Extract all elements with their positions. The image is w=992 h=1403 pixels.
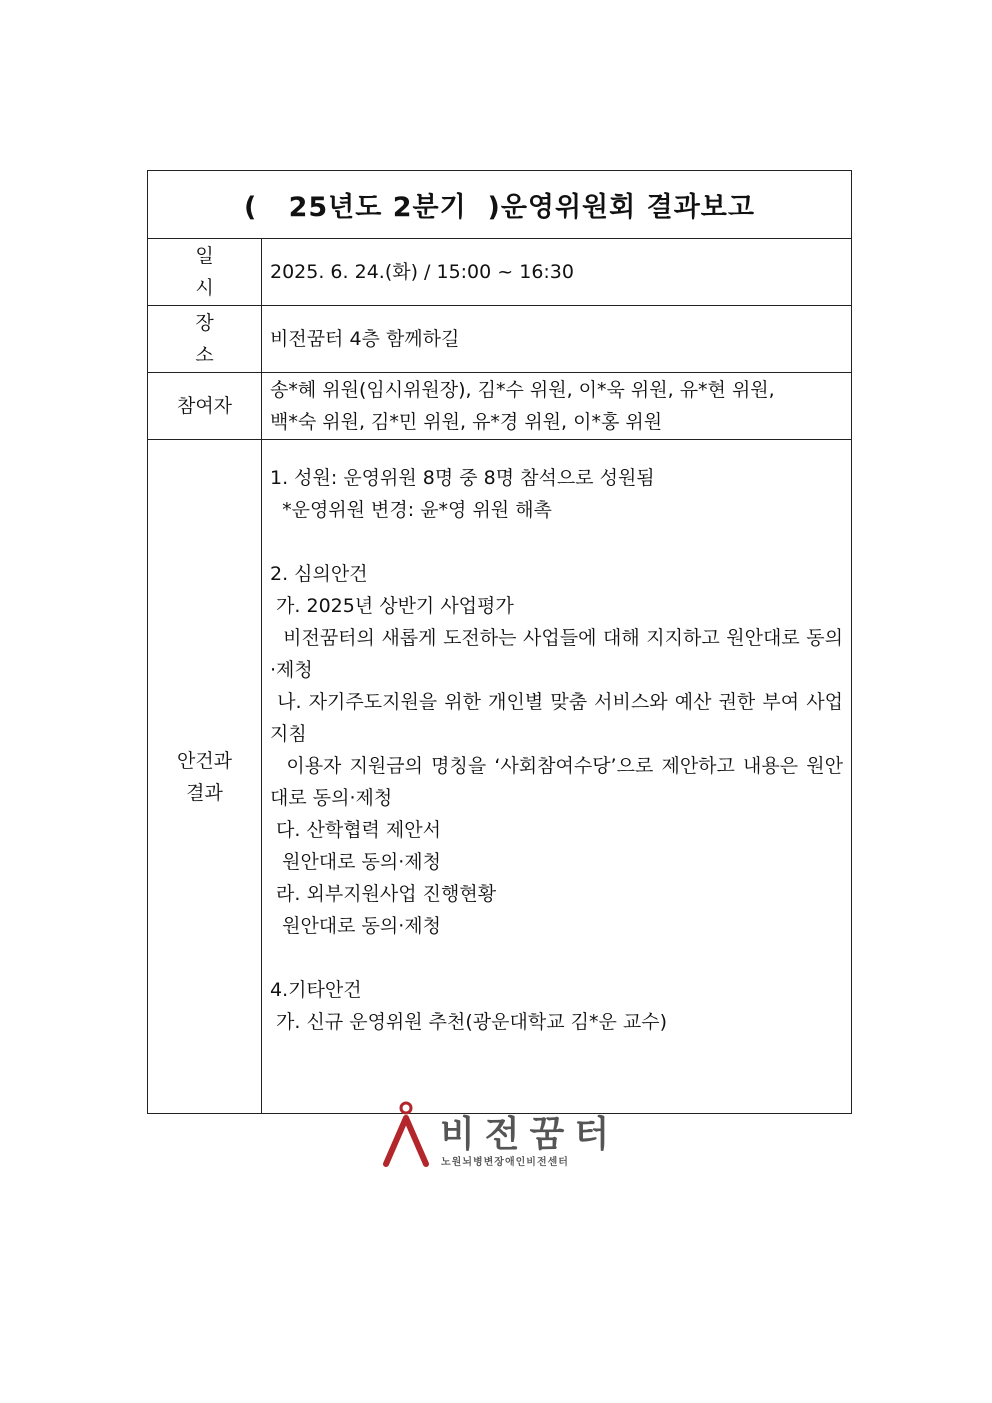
quorum-note: *운영위원 변경: 윤*영 위원 해촉	[270, 499, 552, 521]
deliberation-title: 2. 심의안건	[270, 563, 368, 585]
item-c-title: 다. 산학협력 제안서	[270, 819, 441, 841]
logo-subtitle: 노원뇌병변장애인비전센터	[441, 1157, 569, 1168]
report-title: ( 25년도 2분기 )운영위원회 결과보고	[148, 171, 852, 239]
datetime-row	[148, 239, 852, 306]
datetime-label: 일 시	[148, 239, 262, 306]
datetime-value: 2025. 6. 24.(화) / 15:00 ~ 16:30	[262, 239, 852, 306]
other-item: 가. 신규 운영위원 추천(광운대학교 김*운 교수)	[270, 1011, 667, 1033]
quorum-line: 1. 성원: 운영위원 8명 중 8명 참석으로 성원됨	[270, 467, 655, 489]
report-table	[147, 170, 852, 1114]
spacer	[270, 942, 843, 974]
place-value: 비전꿈터 4층 함께하길	[262, 306, 852, 373]
agenda-label	[148, 440, 262, 1114]
participants-line: 백*숙 위원, 김*민 위원, 유*경 위원, 이*홍 위원	[270, 411, 663, 433]
logo-name: 비전꿈터	[440, 1114, 620, 1155]
item-d-result: 원안대로 동의·제청	[270, 915, 442, 937]
place-row	[148, 306, 852, 373]
other-title: 4.기타안건	[270, 979, 362, 1001]
participants-line: 송*혜 위원(임시위원장), 김*수 위원, 이*욱 위원, 유*현 위원,	[270, 379, 775, 401]
item-c-result: 원안대로 동의·제청	[270, 851, 442, 873]
item-a-result: 비전꿈터의 새롭게 도전하는 사업들에 대해 지지하고 원안대로 동의·제청	[270, 627, 843, 681]
participants-value	[262, 373, 852, 440]
item-b-title: 나. 자기주도지원을 위한 개인별 맞춤 서비스와 예산 권한 부여 사업지침	[270, 691, 843, 745]
item-d-title: 라. 외부지원사업 진행현황	[270, 883, 497, 905]
agenda-label-line: 안건과	[176, 749, 233, 772]
agenda-content	[262, 440, 852, 1114]
spacer	[270, 526, 843, 558]
place-label: 장 소	[148, 306, 262, 373]
item-b-result: 이용자 지원금의 명칭을 ‘사회참여수당’으로 제안하고 내용은 원안대로 동의·제청	[270, 755, 843, 809]
agenda-row	[148, 440, 852, 1114]
participants-row	[148, 373, 852, 440]
logo-left-stroke-icon	[386, 1118, 406, 1164]
agenda-label-line: 결과	[186, 781, 223, 804]
logo-right-stroke-icon	[406, 1118, 426, 1164]
logo-dot-icon	[401, 1103, 411, 1113]
participants-label: 참여자	[148, 373, 262, 440]
item-a-title: 가. 2025년 상반기 사업평가	[270, 595, 514, 617]
